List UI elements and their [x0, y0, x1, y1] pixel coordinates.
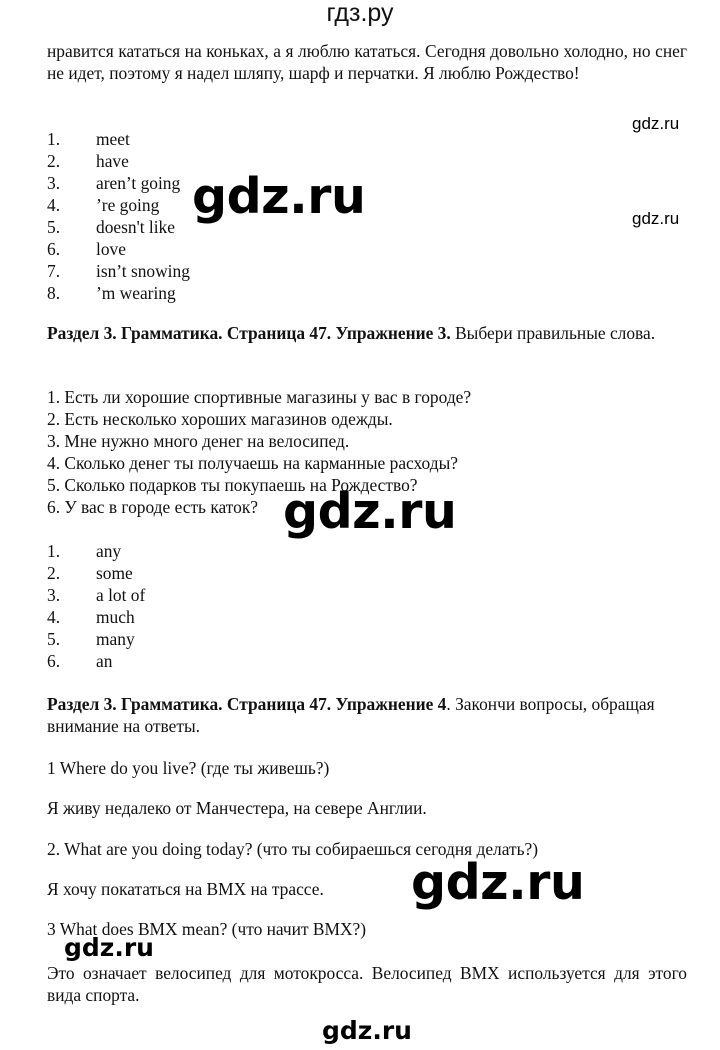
answer-number: 1.: [47, 129, 61, 149]
answer-text: isn’t snowing: [96, 261, 190, 281]
answer-text: much: [96, 607, 135, 627]
section-4-instruction: . Закончи вопросы, обращая внимание на ответы.: [47, 694, 655, 736]
watermark-medium: gdz.ru: [64, 933, 154, 962]
watermark-small: gdz.ru: [632, 209, 680, 228]
answer-number: 2.: [47, 151, 61, 171]
answer-number: 3.: [47, 585, 61, 605]
question-1: 1 Where do you live? (где ты живешь?): [47, 758, 330, 778]
section-3-instruction: Выбери правильные слова.: [450, 323, 656, 343]
translation-line: 5. Сколько подарков ты покупаешь на Рождество?: [47, 475, 418, 495]
answer-number: 7.: [47, 261, 61, 281]
translation-line: 2. Есть несколько хороших магазинов одежды.: [47, 409, 393, 429]
translation-line: 1. Есть ли хорошие спортивные магазины у вас в городе?: [47, 387, 472, 407]
answer-text: a lot of: [96, 585, 146, 605]
question-2: 2. What are you doing today? (что ты собираешься сегодня делать?): [47, 839, 539, 859]
answer-number: 4.: [47, 195, 61, 215]
answer-text: any: [96, 541, 122, 561]
answer-text: some: [96, 563, 133, 583]
answer-number: 4.: [47, 607, 61, 627]
watermark-large: gdz.ru: [283, 483, 457, 540]
section-4-heading: [47, 693, 687, 737]
watermark-large: gdz.ru: [411, 854, 585, 911]
answer-number: 1.: [47, 541, 61, 561]
answer-number: 6.: [47, 239, 61, 259]
answer-text: ’m wearing: [96, 283, 176, 303]
question-3: 3 What does BMX mean? (что начит BMX?): [47, 919, 367, 939]
answer-text: love: [96, 239, 126, 259]
answer-2: Я хочу покататься на BMX на трассе.: [47, 879, 324, 899]
answer-number: 5.: [47, 217, 61, 237]
answer-1: Я живу недалеко от Манчестера, на севере Англии.: [47, 798, 427, 818]
watermark-footer: gdz.ru: [322, 1016, 412, 1045]
watermark-small: gdz.ru: [632, 114, 680, 133]
answer-text: ’re going: [96, 195, 160, 215]
watermark-large: gdz.ru: [192, 168, 366, 225]
answer-text: doesn't like: [96, 217, 175, 237]
answer-number: 8.: [47, 283, 61, 303]
translation-line: 3. Мне нужно много денег на велосипед.: [47, 431, 350, 451]
answer-text: aren’t going: [96, 173, 181, 193]
answer-number: 2.: [47, 563, 61, 583]
answer-number: 5.: [47, 629, 61, 649]
answer-text: an: [96, 651, 113, 671]
answer-number: 6.: [47, 651, 61, 671]
translation-line: 4. Сколько денег ты получаешь на карманные расходы?: [47, 453, 459, 473]
answer-number: 3.: [47, 173, 61, 193]
intro-paragraph: нравится кататься на коньках, а я люблю кататься. Сегодня довольно холодно, но снег не идет, поэтому я надел шляпу, шарф и перчатки. Я люблю Рождество!: [47, 41, 687, 83]
answer-text: many: [96, 629, 135, 649]
answer-text: have: [96, 151, 129, 171]
section-3-heading: [47, 322, 687, 344]
section-4-title: Раздел 3. Грамматика. Страница 47. Упражнение 4: [47, 694, 447, 714]
translation-line: 6. У вас в городе есть каток?: [47, 497, 259, 517]
section-3-title: Раздел 3. Грамматика. Страница 47. Упражнение 3.: [47, 323, 451, 343]
answer-3: Это означает велосипед для мотокросса. Велосипед BMX используется для этого вида спорта.: [47, 963, 687, 1005]
answer-text: meet: [96, 129, 130, 149]
site-header: гдз.ру: [326, 0, 394, 27]
